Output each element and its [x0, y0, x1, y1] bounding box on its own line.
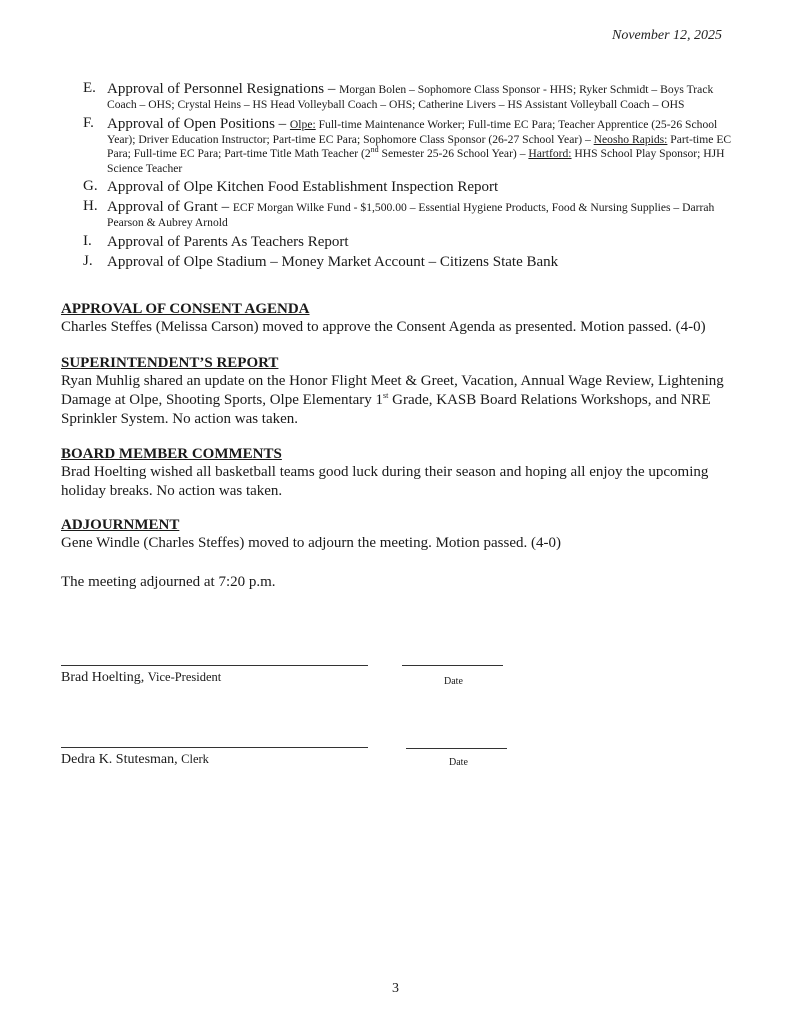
item-title: Approval of Olpe Kitchen Food Establishment Inspection Report — [107, 179, 499, 195]
item-title: Approval of Grant — [107, 199, 218, 215]
section-heading: SUPERINTENDENT’S REPORT — [61, 355, 279, 371]
list-item — [62, 198, 742, 231]
item-separator: – — [274, 115, 290, 132]
item-detail: ECF Morgan Wilke Fund - $1,500.00 – Essential Hygiene Products, Food & Nursing Supplies – Darrah Pearson & Aubrey Arnold — [107, 201, 715, 229]
report-text-b: Grade, KASB Board Relations Workshops, and NRE Sprinkler System. No action was taken. — [61, 392, 711, 427]
item-separator: – — [324, 81, 340, 97]
list-item — [62, 233, 742, 251]
item-letter: I. — [83, 232, 92, 249]
consent-agenda-section — [61, 300, 741, 337]
item-title: Approval of Open Positions — [107, 115, 275, 132]
item-letter: H. — [83, 198, 98, 214]
board-member-comments-section — [61, 445, 741, 501]
item-title: Approval of Parents As Teachers Report — [107, 233, 349, 250]
date-label: Date — [449, 757, 468, 768]
signer-name: Brad Hoelting, Vice-President — [61, 670, 222, 685]
location-neosho-rapids: Neosho Rapids: — [593, 132, 668, 146]
list-item — [62, 115, 742, 177]
location-olpe: Olpe: — [289, 117, 316, 131]
section-heading: ADJOURNMENT — [61, 517, 180, 533]
page-number: 3 — [392, 981, 399, 996]
signer-role: Vice-President — [147, 670, 222, 684]
ordinal-suffix: st — [383, 391, 389, 400]
section-text: Gene Windle (Charles Steffes) moved to adjourn the meeting. Motion passed. (4-0) — [61, 535, 561, 551]
date-line — [406, 748, 507, 749]
item-title: Approval of Olpe Stadium – Money Market Account – Citizens State Bank — [107, 253, 559, 270]
positions-neosho-rapids-b: Semester 25-26 School Year) – — [378, 147, 529, 160]
signature-line — [61, 665, 368, 666]
item-letter: J. — [83, 252, 93, 269]
section-text: Charles Steffes (Melissa Carson) moved to approve the Consent Agenda as presented. Motion passed. (4-0) — [61, 319, 706, 335]
adjournment-section — [61, 516, 741, 553]
superintendent-report-section — [61, 354, 741, 429]
date-label: Date — [444, 676, 463, 687]
section-text: Brad Hoelting wished all basketball teams good luck during their season and hoping all enjoy the upcoming holiday breaks. No action was taken. — [61, 464, 709, 499]
signer-name: Dedra K. Stutesman, Clerk — [61, 752, 209, 767]
item-letter: G. — [83, 178, 98, 194]
signature-line — [61, 747, 368, 748]
date-line — [402, 665, 503, 666]
closing-statement: The meeting adjourned at 7:20 p.m. — [61, 574, 276, 590]
section-heading: APPROVAL OF CONSENT AGENDA — [61, 301, 310, 317]
positions-olpe: Full-time Maintenance Worker; Full-time EC Para; Teacher Apprentice (25-26 School Year); Driver Education Instructor; Part-time EC Para; Sophomore Class Sponsor (26-27 School Year) – — [107, 117, 718, 146]
item-title: Approval of Personnel Resignations — [107, 81, 325, 97]
section-text — [61, 372, 741, 429]
item-detail: Morgan Bolen – Sophomore Class Sponsor - HHS; Ryker Schmidt – Boys Track Coach – OHS; Crystal Heins – HS Head Volleyball Coach – OHS; Catherine Livers – HS Assistant Volleyball Coach – OHS — [107, 83, 714, 111]
list-item — [62, 80, 742, 113]
item-separator: – — [217, 199, 233, 215]
document-date: November 12, 2025 — [612, 28, 723, 43]
list-item — [62, 178, 742, 196]
item-letter: F. — [83, 114, 94, 131]
item-letter: E. — [83, 80, 96, 96]
location-hartford: Hartford: — [528, 147, 572, 160]
positions-hartford: HHS School Play Sponsor; HJH Science Teacher — [107, 147, 725, 175]
section-heading: BOARD MEMBER COMMENTS — [61, 446, 282, 462]
positions-neosho-rapids-a: Part-time EC Para; Full-time EC Para; Part-time Title Math Teacher (2 — [107, 132, 732, 160]
consent-agenda-list — [62, 80, 742, 273]
signer-role: Clerk — [181, 752, 209, 766]
ordinal-suffix: nd — [370, 145, 379, 155]
report-text-a: Ryan Muhlig shared an update on the Honor Flight Meet & Greet, Vacation, Annual Wage Review, Lightening Damage at Olpe, Shooting Sports, Olpe Elementary 1 — [61, 373, 724, 408]
list-item — [62, 253, 742, 271]
